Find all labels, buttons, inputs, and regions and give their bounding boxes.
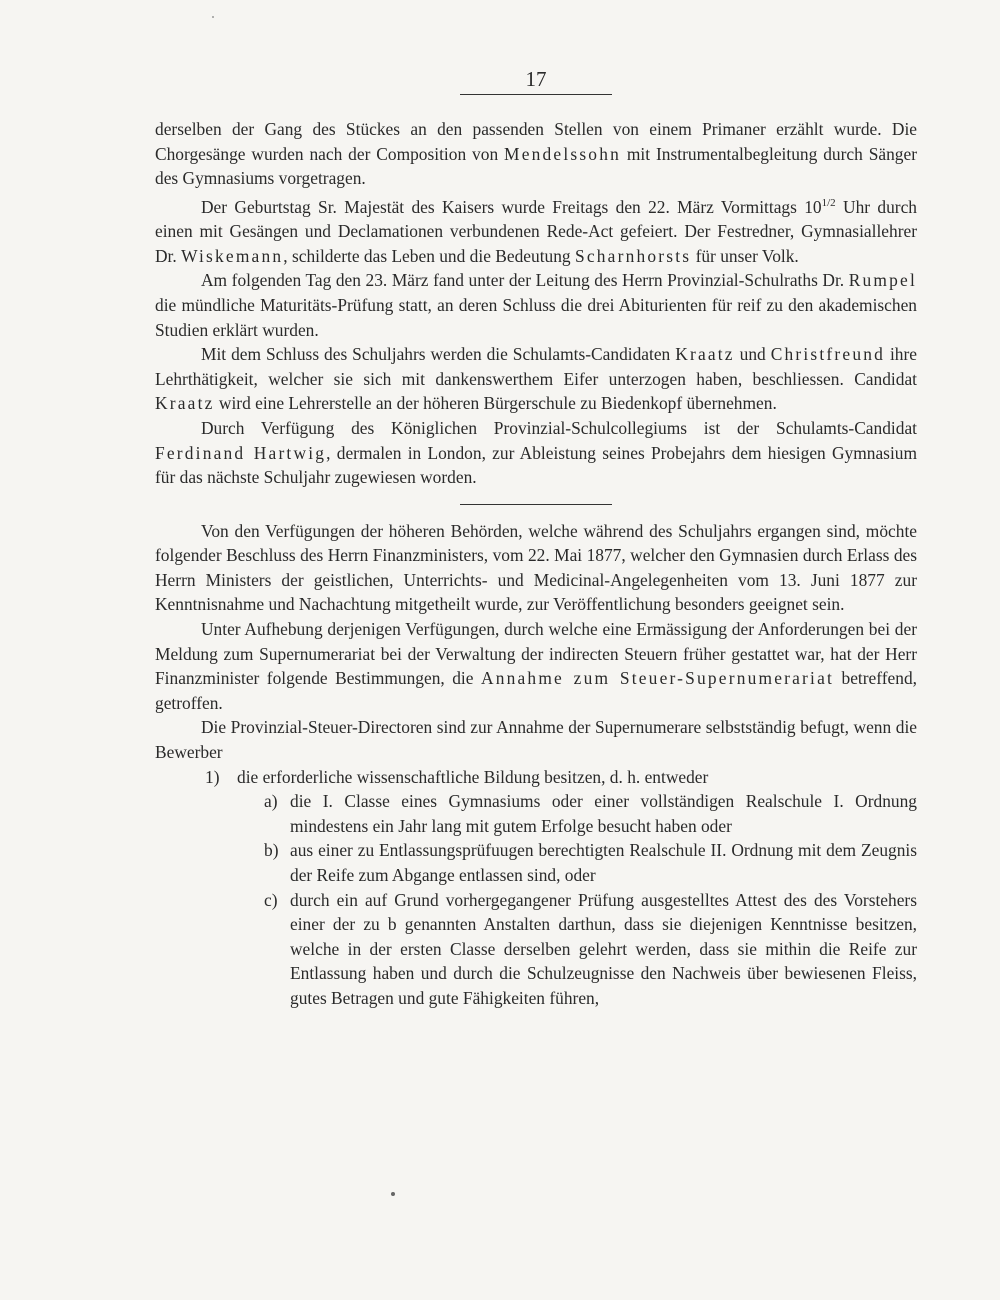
paragraph-2 <box>155 191 917 269</box>
sub-item-b-label: b) <box>264 840 279 861</box>
paragraph-2-text-c: , schilderte das Leben und die Bedeutung <box>283 245 575 266</box>
name-rumpel: Rumpel <box>848 270 917 291</box>
name-scharnhorsts: Scharnhorsts <box>574 245 692 266</box>
paragraph-4 <box>155 342 917 416</box>
fraction-half: 1/2 <box>821 196 836 209</box>
spaced-annahme: Annahme zum Steuer-Supernumerariat <box>480 668 835 689</box>
sub-item-c-label: c) <box>264 889 278 910</box>
name-wiskemann: Wiskemann <box>181 245 284 266</box>
paragraph-1-text-b: mit Instrumentalbegleitung durch Sänger des Gymnasiums vorgetragen. <box>155 143 917 189</box>
paragraph-2-text-d: für unser Volk. <box>691 245 799 266</box>
paragraph-5-text-b: , dermalen in London, zur Ableistung seines Probejahrs dem hiesigen Gymnasium für das nächste Schuljahr zugewiesen worden. <box>155 442 918 488</box>
list-item-1 <box>155 765 917 790</box>
paragraph-7-text-b: betreffend, getroffen. <box>155 668 917 713</box>
paragraph-3-text-a: Am folgenden Tag den 23. März fand unter der Leitung des Herrn Provinzial-Schulraths Dr. <box>201 270 849 291</box>
paragraph-8: Die Provinzial-Steuer-Directoren sind zur Annahme der Supernumerare selbstständig befugt, wenn die Bewerber <box>155 717 917 763</box>
paragraph-3-text-b: die mündliche Maturitäts-Prüfung statt, an deren Schluss die drei Abiturienten für reif zu den akademischen Studien erklärt wurden. <box>155 294 917 340</box>
list-item-1-text: die erforderliche wissenschaftliche Bildung besitzen, d. h. entweder <box>237 766 709 787</box>
header-rule <box>460 94 612 95</box>
paragraph-7 <box>155 617 917 715</box>
paragraph-1 <box>155 117 917 191</box>
sub-item-b <box>155 838 917 887</box>
paragraph-2-text-b: Uhr durch einen mit Gesängen und Declamationen verbundenen Rede-Act gefeiert. Der Festredner, Gymnasiallehrer Dr. <box>155 196 917 266</box>
paragraph-4-text-c: ihre Lehrthätigkeit, welcher sie sich mit dankenswerthem Eifer unterzogen haben, beschliessen. Candidat <box>155 344 917 389</box>
paragraph-4-text-d: wird eine Lehrerstelle an der höheren Bürgerschule zu Biedenkopf übernehmen. <box>214 393 777 414</box>
paragraph-4-text-a: Mit dem Schluss des Schuljahrs werden die Schulamts-Candidaten <box>201 344 676 365</box>
paragraph-5 <box>155 416 917 490</box>
name-kraatz: Kraatz <box>675 344 735 365</box>
sub-item-c-text: durch ein auf Grund vorhergegangener Prüfung ausgestelltes Attest des des Vorstehers einer der zu b genannten Anstalten darthun, dass sie diejenigen Kenntnisse besitzen, welche in der ersten Classe derselben gelehrt werden, dass sie mithin die Reife zur Entlassung haben und durch die Schulzeugnisse den Nachweis über bewiesenen Fleiss, gutes Betragen und gute Fähigkeiten führen, <box>290 889 917 1008</box>
name-ferdinand-hartwig: Ferdinand Hartwig <box>155 442 327 463</box>
scan-speck-bottom <box>391 1192 395 1196</box>
paragraph-5-text-a: Durch Verfügung des Königlichen Provinzial-Schulcollegiums ist der Schulamts-Candidat <box>201 417 917 438</box>
sub-item-a-text: die I. Classe eines Gymnasiums oder einer vollständigen Realschule I. Ordnung mindestens ein Jahr lang mit gutem Erfolge besucht haben oder <box>290 791 917 836</box>
paragraph-7-text-a: Unter Aufhebung derjenigen Verfügungen, durch welche eine Ermässigung der Anforderungen bei der Meldung zum Supernumerariat bei der Verwaltung der indirecten Steuern früher gestattet war, hat der Herr Finanzminister folgende Bestimmungen, die <box>155 619 917 689</box>
page-number: 17 <box>525 67 547 91</box>
paragraph-6: Von den Verfügungen der höheren Behörden, welche während des Schuljahrs ergangen sind, möchte folgender Beschluss des Herrn Finanzministers, vom 22. Mai 1877, welcher den Gymnasien durch Erlass des Herrn Ministers der geistlichen, Unterrichts- und Medicinal-Angelegenheiten vom 13. Juni 1877 zur Kenntnisnahme und Nachachtung mitgetheilt wurde, zur Veröffentlichung besonders geeignet sein. <box>155 520 917 615</box>
list-item-1-label: 1) <box>205 766 220 787</box>
name-mendelssohn: Mendelssohn <box>504 143 621 164</box>
section-divider <box>460 504 612 505</box>
paragraph-4-text-b: und <box>734 344 771 365</box>
scan-speck-top <box>212 16 214 18</box>
document-page <box>155 66 917 1011</box>
paragraph-3 <box>155 268 917 342</box>
paragraph-1-text-a: derselben der Gang des Stückes an den passenden Stellen von einem Primaner erzählt wurde. Die Chorgesänge wurden nach der Composition von <box>155 119 917 164</box>
name-christfreund: Christfreund <box>770 344 886 365</box>
sub-item-a <box>155 789 917 838</box>
sub-item-b-text: aus einer zu Entlassungsprüfuugen berechtigten Realschule II. Ordnung mit dem Zeugnis der Reife zum Abgange entlassen sind, oder <box>290 840 917 886</box>
sub-item-c <box>155 888 917 1011</box>
sub-item-a-label: a) <box>264 791 278 812</box>
body-text <box>155 117 917 1011</box>
name-kraatz-2: Kraatz <box>155 393 215 414</box>
paragraph-2-text-a: Der Geburtstag Sr. Majestät des Kaisers wurde Freitags den 22. März Vormittags 10 <box>201 196 822 217</box>
